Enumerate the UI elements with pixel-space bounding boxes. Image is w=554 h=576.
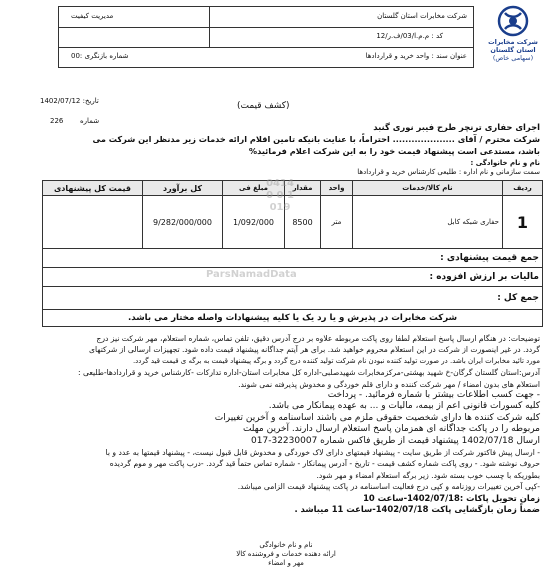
- col-unit: واحد: [321, 181, 353, 196]
- row-unit-price: 1/092/000: [223, 196, 285, 249]
- intro-name-label: نام و نام خانوادگی :: [470, 159, 540, 167]
- watermark-site: ParsNamadData: [206, 269, 297, 280]
- intro-contact: سمت سازمانی و نام اداره : طلیعی کارشناس خرید و قراردادها: [357, 168, 540, 176]
- total-row: [43, 287, 543, 310]
- sum-offer-label: جمع قیمت پیشنهادی :: [43, 249, 543, 268]
- row-total: 9/282/000/000: [143, 196, 223, 249]
- note-line: آدرس:استان گلستان گرگان-خ شهید بهشتی-مرکزمخابرات شهیدصلبی-اداره کل مخابرات استان-اداره تدارکات -کارشناس خرید و قراردادها-طلیعی :: [78, 368, 540, 378]
- page-title: (کشف قیمت): [237, 101, 290, 111]
- header-revision: شماره بازنگری :00: [71, 52, 129, 60]
- note-line: - جهت کسب اطلاعات بیشتر با شماره فرمائید. - پرداخت: [327, 390, 540, 401]
- col-row: ردیف: [503, 181, 543, 196]
- document-number: 226: [50, 117, 64, 125]
- telecom-logo-icon: [478, 4, 548, 40]
- watermark-digits: 0414 0 0 1 019: [266, 178, 294, 213]
- row-unit: متر: [321, 196, 353, 249]
- total-label: جمع کل :: [43, 287, 543, 310]
- signature-stamp-label: مهر و امضاء: [268, 559, 304, 567]
- note-line: حروف نوشته شود. - روی پاکت شماره کشف قیمت - تاریخ - آدرس پیمانکار - شماره تماس حتماً قید گردد. -درب پاکت مهر و موم گردیده: [109, 459, 540, 469]
- vat-label: مالیات بر ارزش افزوده :: [43, 268, 543, 287]
- note-line: ضمناً زمان بازگشایی پاکت 1402/07/18-ساعت 11 میباشد .: [294, 504, 540, 515]
- col-qty: مقدار: [285, 181, 321, 196]
- table-note: شرکت مخابرات در پذیرش و یا رد یک یا کلیه پیشنهادات واصله مختار می باشد.: [43, 310, 543, 327]
- note-line: کلیه کسورات قانونی اعم از بیمه، مالیات و ... به عهده پیمانکار می باشد.: [268, 401, 540, 412]
- note-row: [43, 310, 543, 327]
- logo-subtitle: (سهامی خاص): [492, 54, 534, 62]
- header-doc-title: عنوان سند : واحد خرید و قراردادها: [365, 52, 467, 60]
- notes-section: [14, 333, 540, 516]
- note-line: ارسال 1402/07/18 پیشنهاد قیمت از طریق فاکس شماره 32230007-017: [251, 435, 540, 446]
- company-logo: [478, 4, 548, 66]
- document-number-label: شماره: [80, 117, 100, 125]
- signature-vendor-label: ارائه دهنده خدمات و فروشنده کالا: [236, 550, 336, 558]
- header-code: کد : م.م.ا/03/ف.ر/12: [376, 32, 443, 40]
- intro-subject: اجرای حفاری ترنچر طرح فیبر نوری گنبد: [373, 122, 540, 132]
- note-line: مورد تائید مخابرات ایران باشد. در صورت تولید کننده نبودن نام شرکت تولید کننده درج گردد و برگه پیشنهاد قیمت به برگه ی قیمت قید گردد.: [132, 356, 540, 365]
- col-offer: قیمت کل پیشنهادی: [43, 181, 143, 196]
- note-line: زمان تحویل پاکات :1402/07/18-ساعت 10: [363, 492, 540, 503]
- col-item: نام کالا/خدمات: [353, 181, 503, 196]
- note-line: -کپی آخرین تغییرات روزنامه و کپی درج فعالیت اساسنامه در پاکت پیشنهاد قیمت الزامی میباشد.: [237, 482, 540, 492]
- row-item: حفاری شبکه کابل: [353, 196, 503, 249]
- logo-name: شرکت مخابرات استان گلستان: [488, 38, 538, 54]
- document-header: [58, 6, 474, 68]
- col-total: کل برآورد: [143, 181, 223, 196]
- signature-name-label: نام و نام خانوادگی: [259, 541, 313, 549]
- note-line: استعلام های بدون امضاء / مهر شرکت کننده و دارای قلم خوردگی و مخدوش پذیرفته نمی شوند.: [238, 379, 540, 389]
- note-line: مربوطه را در پاکت جداگانه ای همزمان پاسخ استعلام ارسال دارند. آخرین مهلت: [242, 424, 540, 435]
- row-offer: [43, 196, 143, 249]
- intro-request: باشد، مستدعی است پیشنهاد قیمت خود را به این شرکت اعلام فرمائید%: [248, 146, 540, 156]
- signature-block: [196, 541, 376, 568]
- header-unit: مدیریت کیفیت: [71, 12, 114, 20]
- note-line: کلیه شرکت کننده ها دارای شخصیت حقوقی ملزم می باشند اساسنامه و آخرین تغییرات: [214, 412, 540, 423]
- row-number: 1: [503, 196, 543, 249]
- note-line: توضیحات: در هنگام ارسال پاسخ استعلام لطفا روی پاکت مربوطه علاوه بر درج آدرس دقیق، تلفن تماس، شماره استعلام، مهر شرکت نیز درج: [96, 334, 540, 343]
- document-date: تاریخ: 1402/07/12: [40, 97, 99, 105]
- row-qty: 8500: [285, 196, 321, 249]
- intro-salutation: شرکت محترم / آقای .................... احتراماً، با عنایت بانیکه تامین اقلام ارائه خدمات زیر مدنظر این شرکت می: [92, 134, 540, 144]
- note-line: - ارسال پیش فاکتور شرکت از طریق سایت - پیشنهاد قیمتهای دارای لاک خوردگی و مخدوش قابل قبول نیست، - پیشنهاد قیمتها به عدد و با: [105, 448, 540, 458]
- sum-offer-row: [43, 249, 543, 268]
- header-company: شرکت مخابرات استان گلستان: [377, 12, 467, 20]
- note-line: بطوریکه با چسب خوب بسته شود. زیر برگه استعلام امضاء و مهر شود.: [316, 470, 540, 480]
- note-line: گردد. در غیر اینصورت از شرکت در این استعلام محروم خواهید شد. برای هر آیتم جداگانه پیشنهاد قیمت داده شود. تجهیزات ارسالی از شرکتهای: [89, 345, 540, 355]
- col-unit-price: مبلغ فی: [223, 181, 285, 196]
